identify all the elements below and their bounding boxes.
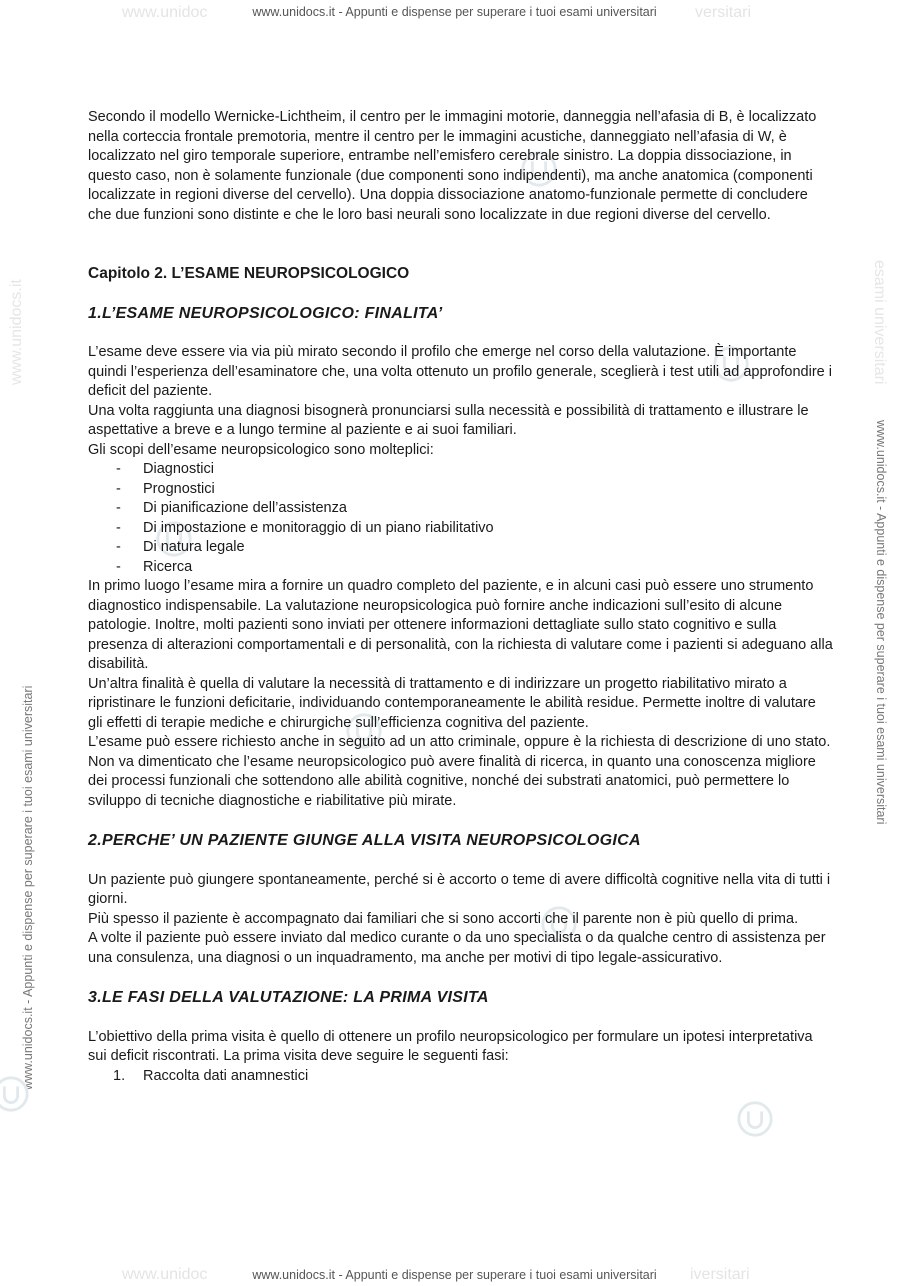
paragraph: Non va dimenticato che l’esame neuropsicologico può avere finalità di ricerca, in quanto una conoscenza migliore dei processi funzionali che sottendono alle abilità cognitive, nonché dei substrati anatomici, può permettere lo sviluppo di tecniche diagnostiche e riabilitative più mirate. bbox=[88, 753, 816, 809]
header-watermark: www.unidocs.it - Appunti e dispense per superare i tuoi esami universitari bbox=[252, 5, 657, 19]
list-item-text: Di natura legale bbox=[143, 539, 245, 555]
paragraph: Gli scopi dell’esame neuropsicologico sono molteplici: bbox=[88, 441, 434, 458]
list-item-text: Diagnostici bbox=[143, 461, 214, 477]
ghost-watermark: www.unidoc bbox=[122, 4, 208, 21]
list-item-text: Raccolta dati anamnestici bbox=[143, 1067, 309, 1084]
paragraph: A volte il paziente può essere inviato dal medico curante o da uno specialista o da qualche centro di assistenza per una consulenza, una diagnosi o un inquadramento, ma anche per motivi di tipo legale-assicurativo. bbox=[88, 930, 826, 966]
list-item bbox=[88, 480, 833, 500]
list-item bbox=[88, 1067, 833, 1087]
ghost-watermark: versitari bbox=[695, 4, 752, 21]
section-title-finalita: 1.L’ESAME NEUROPSICOLOGICO: FINALITA’ bbox=[88, 304, 443, 322]
paragraph: Un paziente può giungere spontaneamente, perché si è accorto o teme di avere difficoltà cognitive nella vita di tutti i giorni. bbox=[88, 871, 831, 907]
ghost-watermark: www.unidoc bbox=[122, 1266, 208, 1283]
side-watermark-right: www.unidocs.it - Appunti e dispense per superare i tuoi esami universitari bbox=[874, 420, 888, 825]
list-item bbox=[88, 558, 833, 578]
paragraph: L’esame può essere richiesto anche in seguito ad un atto criminale, oppure è la richiesta di descrizione di uno stato. bbox=[88, 734, 831, 750]
ghost-watermark: esami universitari bbox=[871, 260, 888, 385]
section-title-fasi: 3.LE FASI DELLA VALUTAZIONE: LA PRIMA VISITA bbox=[88, 989, 489, 1006]
list-item-text: Prognostici bbox=[143, 480, 215, 497]
list-item bbox=[88, 460, 833, 480]
list-bullet: - bbox=[116, 480, 121, 497]
list-number: 1. bbox=[113, 1067, 126, 1084]
ghost-watermark: iversitari bbox=[690, 1266, 750, 1283]
intro-paragraph: Secondo il modello Wernicke-Lichtheim, il centro per le immagini motorie, danneggia nell’afasia di B, è localizzato nella corteccia frontale premotoria, mentre il centro per le immagini acustiche, danneggiato nell’afasia di W, è localizzato nel giro temporale superiore, entrambe nell’emisfero cerebrale sinistro. La doppia dissociazione, in questo caso, non è solamente funzionale (due componenti sono indipendenti), ma anche anatomica (componenti localizzate in regioni diverse del cervello). Una doppia dissociazione anatomo-funzionale permette di concludere che due funzioni sono distinte e che le loro basi neurali sono localizzate in due regioni diverse del cervello. bbox=[88, 109, 817, 223]
paragraph: Più spesso il paziente è accompagnato dai familiari che si sono accorti che il parente non è più quello di prima. bbox=[88, 910, 799, 927]
list-item bbox=[88, 538, 833, 558]
list-bullet: - bbox=[116, 519, 121, 536]
unidocs-logo-icon bbox=[736, 1100, 774, 1138]
list-item-text: Di impostazione e monitoraggio di un piano riabilitativo bbox=[143, 519, 494, 536]
list-bullet: - bbox=[116, 461, 121, 477]
paragraph: In primo luogo l’esame mira a fornire un quadro completo del paziente, e in alcuni casi può essere uno strumento diagnostico indispensabile. La valutazione neuropsicologica può fornire anche indicazioni sull’esito di alcune patologie. Inoltre, molti pazienti sono inviati per ottenere informazioni dettagliate sullo stato cognitivo e sulla presenza di alterazioni comportamentali e di personalità, con la richiesta di valutare come i pazienti si adeguano alla disabilità. bbox=[88, 578, 833, 672]
phases-list bbox=[88, 1067, 833, 1087]
footer-watermark: www.unidocs.it - Appunti e dispense per superare i tuoi esami universitari bbox=[252, 1268, 657, 1282]
section-title-visita: 2.PERCHE’ UN PAZIENTE GIUNGE ALLA VISITA NEUROPSICOLOGICA bbox=[88, 832, 641, 849]
chapter-title: Capitolo 2. L’ESAME NEUROPSICOLOGICO bbox=[88, 265, 410, 282]
list-item bbox=[88, 499, 833, 519]
list-item-text: Di pianificazione dell’assistenza bbox=[143, 500, 347, 516]
list-item-text: Ricerca bbox=[143, 558, 193, 575]
side-watermark-left: www.unidocs.it - Appunti e dispense per superare i tuoi esami universitari bbox=[21, 685, 35, 1090]
document-body bbox=[88, 108, 833, 1086]
list-bullet: - bbox=[116, 500, 121, 516]
list-bullet: - bbox=[116, 558, 121, 575]
paragraph: L’esame deve essere via via più mirato secondo il profilo che emerge nel corso della valutazione. È importante quindi l’esperienza dell’esaminatore che, una volta ottenuto un profilo generale, sceglierà i test utili ad approfondire i deficit del paziente. bbox=[88, 344, 832, 399]
unidocs-logo-icon bbox=[0, 1075, 30, 1113]
ghost-watermark: www.unidocs.it bbox=[8, 279, 25, 385]
purposes-list bbox=[88, 460, 833, 577]
list-item bbox=[88, 519, 833, 539]
paragraph: Una volta raggiunta una diagnosi bisognerà pronunciarsi sulla necessità e possibilità di trattamento e illustrare le aspettative a breve e a lungo termine al paziente e ai suoi familiari. bbox=[88, 402, 809, 438]
paragraph: Un’altra finalità è quella di valutare la necessità di trattamento e di indirizzare un progetto riabilitativo mirato a ripristinare le funzioni deficitarie, individuando contemporaneamente le abilità residue. Permette inoltre di valutare gli effetti di terapie mediche e chirurgiche sull’efficienza cognitiva del paziente. bbox=[88, 675, 816, 731]
paragraph: L’obiettivo della prima visita è quello di ottenere un profilo neuropsicologico per formulare un ipotesi interpretativa sui deficit riscontrati. La prima visita deve seguire le seguenti fasi: bbox=[88, 1028, 813, 1064]
list-bullet: - bbox=[116, 539, 121, 555]
